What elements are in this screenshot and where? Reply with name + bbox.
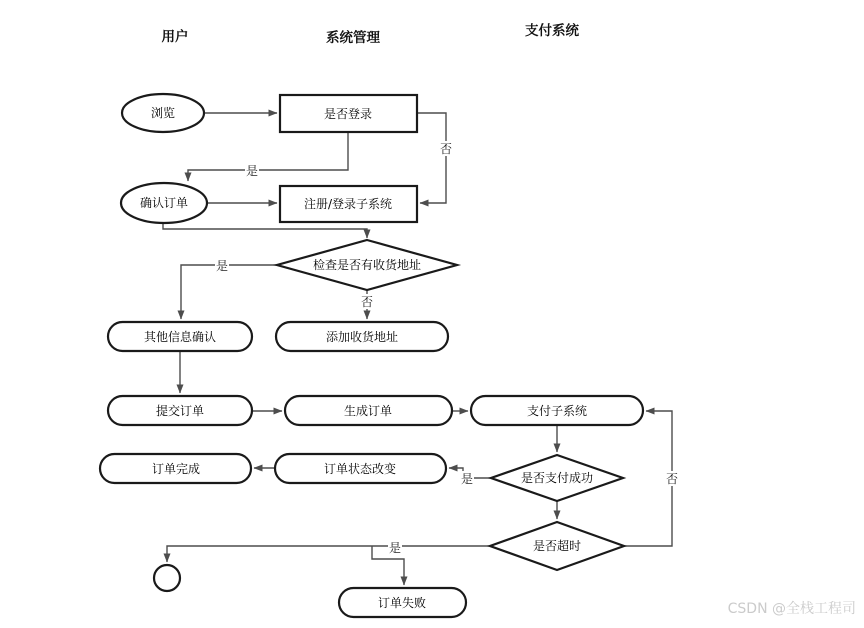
login-check-label: 是否登录: [323, 107, 373, 121]
node-payment-success-check: [491, 455, 623, 501]
node-other-info-confirm: [108, 322, 252, 351]
svg-text:是: 是: [215, 259, 229, 273]
edge-address-yes-to-other-info: [181, 265, 277, 319]
register-login-label: 注册/登录子系统: [303, 197, 393, 211]
other-info-confirm-label: 其他信息确认: [143, 330, 217, 344]
svg-text:是: 是: [388, 541, 402, 555]
node-check-address: [277, 240, 457, 290]
payment-success-label: 是否支付成功: [520, 471, 594, 485]
timeout-check-label: 是否超时: [532, 539, 582, 553]
edge-timeout-no-to-payment-subsystem: [624, 411, 672, 546]
edge-label-address-no: [360, 294, 374, 309]
node-order-failed: [339, 588, 466, 617]
node-confirm-order: [121, 183, 207, 223]
lane-title-user: 用户: [161, 29, 189, 45]
generate-order-label: 生成订单: [343, 404, 393, 418]
node-add-address: [276, 322, 448, 351]
check-address-label: 检查是否有收货地址: [312, 258, 422, 272]
node-register-login: [280, 186, 417, 222]
lane-title-payment-system: 支付系统: [525, 23, 579, 39]
edge-label-timeout-yes: [388, 540, 402, 555]
confirm-order-label: 确认订单: [139, 196, 189, 210]
order-complete-label: 订单完成: [151, 462, 201, 476]
node-end-circle: [154, 565, 180, 591]
svg-text:否: 否: [665, 472, 679, 486]
node-submit-order: [108, 396, 252, 425]
add-address-label: 添加收货地址: [325, 330, 399, 344]
edge-label-address-yes: [215, 258, 229, 273]
edge-confirm-order-to-check-address: [163, 223, 367, 238]
node-generate-order: [285, 396, 452, 425]
payment-subsystem-label: 支付子系统: [526, 404, 588, 418]
edge-label-timeout-no: [665, 471, 679, 486]
end-circle: [154, 565, 180, 591]
browse-label: 浏览: [150, 106, 176, 120]
node-order-status-change: [275, 454, 446, 483]
svg-text:否: 否: [439, 142, 453, 156]
node-order-complete: [100, 454, 251, 483]
svg-text:是: 是: [245, 164, 259, 178]
edge-timeout-yes-to-end: [167, 546, 490, 562]
order-failed-label: 订单失败: [377, 596, 427, 610]
edge-login-no-to-register: [417, 113, 446, 203]
edge-label-login-no: [439, 141, 453, 156]
lane-title-system-management: 系统管理: [326, 30, 380, 46]
order-status-change-label: 订单状态改变: [323, 462, 397, 476]
edge-label-login-yes: [245, 163, 259, 178]
node-browse: [122, 94, 204, 132]
node-payment-subsystem: [471, 396, 643, 425]
svg-text:否: 否: [360, 295, 374, 309]
submit-order-label: 提交订单: [155, 404, 205, 418]
svg-text:是: 是: [460, 472, 474, 486]
node-timeout-check: [490, 522, 624, 570]
edge-label-pay-yes: [460, 471, 474, 486]
csdn-watermark: CSDN @全栈工程司: [727, 601, 856, 617]
node-login-check: [280, 95, 417, 132]
edge-login-yes-to-confirm-order: [188, 132, 348, 181]
